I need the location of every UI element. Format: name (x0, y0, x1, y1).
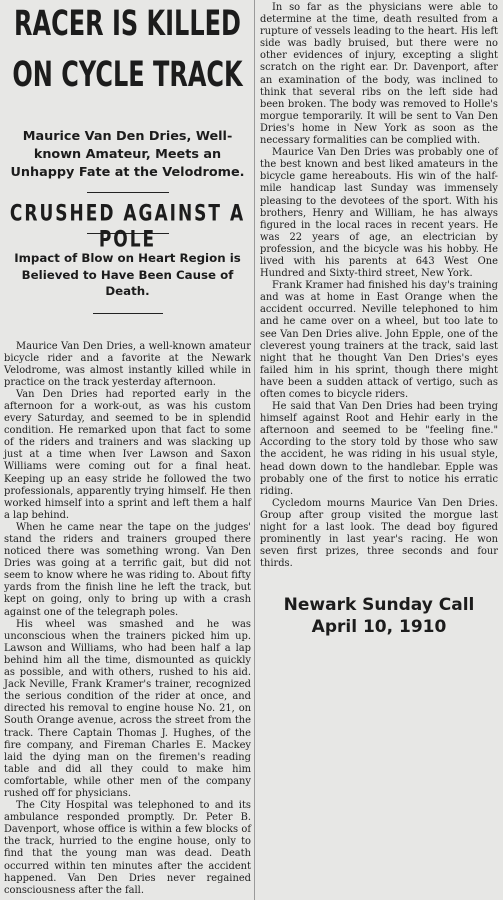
crosshead: CRUSHED AGAINST A POLE (9, 201, 246, 253)
rule-divider (87, 192, 169, 193)
article-body-left (4, 341, 251, 897)
article-body-right (260, 2, 498, 570)
source-caption (260, 594, 498, 638)
deck: Impact of Blow on Heart Region is Believed to Have Been Cause of Death. (14, 251, 241, 298)
caption-publication: Newark Sunday Call (283, 595, 475, 616)
subhead: Maurice Van Den Dries, Well-known Amateur, Meets an Unhappy Fate at the Velodrome. (10, 129, 245, 180)
right-column (260, 2, 498, 660)
paragraph: In so far as the physicians were able to determine at the time, death resulted from a rupture of vessels leading to the heart. His left side was badly bruised, but there were no other evidences of injury, excepting a slight scratch on the right ear. Dr. Davenport, after an examination of the body, was inclined to think that several ribs on the left side had been broken. The body was removed to Holle's morgue temporarily. It will be sent to Van Den Dries's home in New York as soon as the necessary formalities can be complied with. (260, 2, 498, 147)
paragraph: His wheel was smashed and he was unconscious when the trainers picked him up. Lawson and Williams, who had been half a lap behind him all the time, dismounted as quickly as possible, and with others, rushed to his aid. Jack Neville, Frank Kramer's trainer, recognized the serious condition of the rider at once, and directed his removal to engine house No. 21, on South Orange avenue, across the street from the track. There Captain Thomas J. Hughes, of the fire company, and Fireman Charles E. Mackey laid the dying man on the firemen's reading table and did all they could to make him comfortable, while other men of the company rushed off for physicians. (4, 618, 251, 799)
headline-line-2: ON CYCLE TRACK (12, 57, 243, 95)
paragraph: The City Hospital was telephoned to and its ambulance responded promptly. Dr. Peter B. Davenport, whose office is within a few blocks of the track, hurried to the engine house, only to find that the young man was dead. Death occurred within ten minutes after the accident happened. Van Den Dries never regained consciousness after the fall. (4, 800, 251, 896)
headline-line-1: RACER IS KILLED (14, 6, 241, 44)
rule-divider (93, 313, 163, 314)
column-divider (254, 0, 255, 900)
caption-date: April 10, 1910 (311, 617, 447, 638)
paragraph: When he came near the tape on the judges' stand the riders and trainers grouped there noticed there was something wrong. Van Den Dries was going at a terrific gait, but did not seem to know where he was riding to. About fifty yards from the finish line he left the track, but kept on going, only to bring up with a crash against one of the telegraph poles. (4, 521, 251, 618)
left-column (4, 0, 251, 897)
paragraph: Maurice Van Den Dries was probably one of the best known and best liked amateurs in the bicycle game hereabouts. His win of the half-mile handicap last Sunday was immensely pleasing to the devotees of the sport. With his brothers, Henry and William, he has always figured in the local races in recent years. He was 22 years of age, an electrician by profession, and the bicycle was his hobby. He lived with his parents at 643 West One Hundred and Sixty-third street, New York. (260, 147, 498, 280)
paragraph: Frank Kramer had finished his day's training and was at home in East Orange when the accident occurred. Neville telephoned to him and he came over on a wheel, but too late to see Van Den Dries alive. John Epple, one of the cleverest young trainers at the track, said last night that he thought Van Den Dries's eyes failed him in his sprint, though there might have been a sudden attack of vertigo, such as often comes to bicycle riders. (260, 280, 498, 400)
paragraph: Cycledom mourns Maurice Van Den Dries. Group after group visited the morgue last night for a last look. The dead boy figured prominently in last year's racing. He won seven first prizes, three seconds and four thirds. (260, 497, 498, 570)
paragraph: Maurice Van Den Dries, a well-known amateur bicycle rider and a favorite at the Newark Velodrome, was almost instantly killed while in practice on the track yesterday afternoon. (4, 340, 251, 388)
paragraph: Van Den Dries had reported early in the afternoon for a work-out, as was his custom every Saturday, and seemed to be in splendid condition. He remarked upon that fact to some of the riders and trainers and was slacking up just at a time when Iver Lawson and Saxon Williams were coming out for a final heat. Keeping up an easy stride he followed the two professionals, apparently trying himself. He then worked himself into a sprint and left them a half a lap behind. (4, 388, 251, 521)
paragraph: He said that Van Den Dries had been trying himself against Root and Hehir early in the afternoon and seemed to be "feeling fine." According to the story told by those who saw the accident, he was riding in his usual style, head down down to the handlebar. Epple was probably one of the first to notice his erratic riding. (260, 401, 498, 497)
